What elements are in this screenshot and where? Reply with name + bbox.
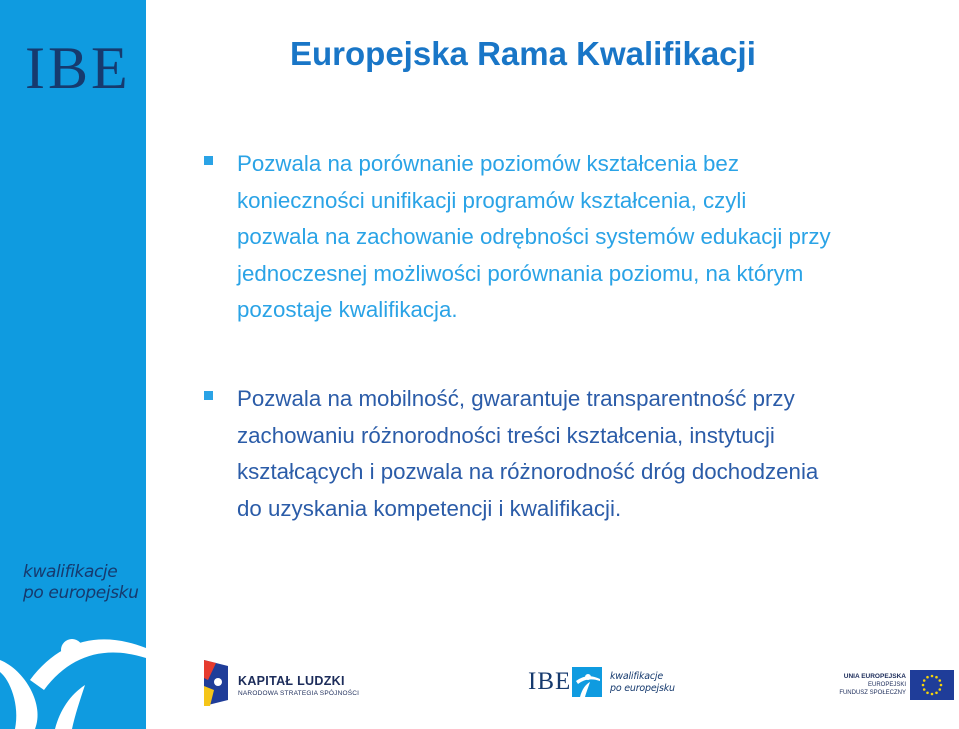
eu-text (839, 672, 906, 697)
square-bullet-icon (204, 391, 213, 400)
ibe-tag-line-1: kwalifikacje (610, 671, 663, 682)
kapital-ludzki-logo (200, 660, 360, 710)
bullet-1-line: konieczności unifikacji programów kształcenia, czyli (237, 187, 747, 213)
eu-line-2: EUROPEJSKI (867, 682, 906, 688)
bullet-1-line: Pozwala na porównanie poziomów kształcenia bez (237, 151, 739, 176)
square-bullet-icon (204, 156, 213, 165)
eu-line-3: FUNDUSZ SPOŁECZNY (839, 690, 906, 696)
kapital-ludzki-title: KAPITAŁ LUDZKI (238, 674, 345, 688)
bullet-text-2 (237, 381, 942, 527)
sidebar-tagline (23, 562, 138, 604)
bullet-2-line: Pozwala na mobilność, gwarantuje transparentność przy (237, 386, 795, 411)
tagline-line-1: kwalifikacje (23, 562, 118, 582)
kapital-ludzki-subtitle: NARODOWA STRATEGIA SPÓJNOŚCI (238, 690, 360, 697)
ibe-footer-tagline (610, 671, 675, 695)
eu-flag-icon (910, 670, 954, 700)
ibe-logo: IBE (25, 35, 131, 101)
sidebar (0, 0, 146, 729)
bullet-2-line: zachowaniu różnorodności treści kształcenia, instytucji (237, 422, 775, 448)
kapital-ludzki-emblem-icon (200, 660, 230, 706)
bullet-1-line: pozostaje kwalifikacja. (237, 297, 458, 322)
tagline-line-2: po europejsku (23, 583, 139, 603)
eu-line-1: UNIA EUROPEJSKA (843, 673, 906, 680)
ibe-figure-icon (572, 667, 602, 697)
bullet-1-line: pozwala na zachowanie odrębności systemów edukacji przy (237, 224, 831, 249)
eu-social-fund-logo (840, 668, 958, 704)
figure-swoosh-icon (0, 610, 146, 729)
bullet-2-line: kształcących i pozwala na różnorodność dróg dochodzenia (237, 459, 819, 484)
ibe-tag-line-2: po europejsku (610, 683, 675, 694)
slide-title: Europejska Rama Kwalifikacji (290, 35, 756, 72)
bullet-1-line: jednoczesnej możliwości porównania poziomu, na którym (237, 260, 804, 286)
ibe-footer-logo (528, 665, 678, 701)
bullet-text-1 (237, 146, 942, 329)
ibe-footer-text: IBE (528, 668, 572, 695)
bullet-2-line: do uzyskania kompetencji i kwalifikacji. (237, 495, 622, 521)
